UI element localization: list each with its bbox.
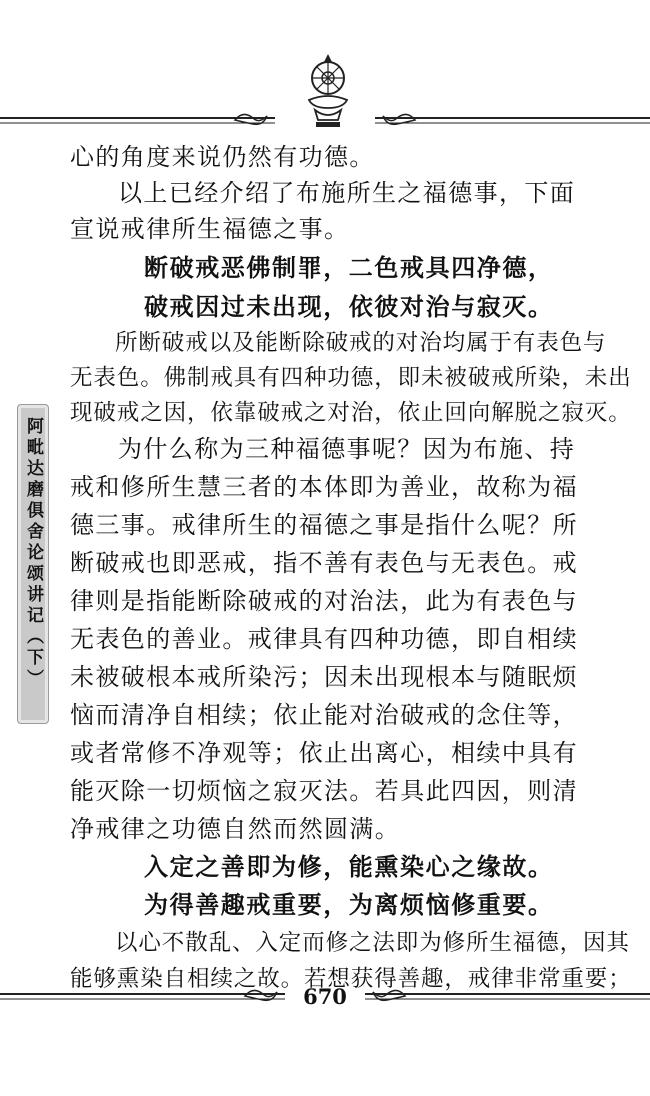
text-line: 能灭除一切烦恼之寂灭法。若具此四因，则清 [70, 777, 578, 805]
verse-line: 破戒因过未出现，依彼对治与寂灭。 [144, 293, 554, 321]
text-line: 无表色。佛制戒具有四种功德，即未被破戒所染，未出 [70, 365, 632, 390]
text-line: 或者常修不净观等；依止出离心，相续中具有 [70, 739, 578, 767]
text-line: 无表色的善业。戒律具有四种功德，即自相续 [70, 625, 578, 653]
verse-line: 为得善趣戒重要，为离烦恼修重要。 [144, 891, 554, 919]
text-line: 戒和修所生慧三者的本体即为善业，故称为福 [70, 473, 578, 501]
text-line: 净戒律之功德自然而然圆满。 [70, 815, 401, 843]
text-line: 律则是指能断除破戒的对治法，此为有表色与 [70, 587, 578, 615]
text-line: 恼而清净自相续；依止能对治破戒的念住等， [70, 701, 578, 729]
text-line: 能够熏染自相续之故。若想获得善趣，戒律非常重要； [70, 966, 632, 991]
text-line: 德三事。戒律所生的福德之事是指什么呢？所 [70, 511, 578, 539]
verse-line: 断破戒恶佛制罪，二色戒具四净德， [144, 254, 554, 282]
text-line: 以上已经介绍了布施所生之福德事，下面 [118, 179, 576, 207]
page-number: 670 [303, 984, 347, 1009]
text-line: 现破戒之因，依靠破戒之对治，依止回向解脱之寂灭。 [70, 400, 632, 425]
text-line: 以心不散乱、入定而修之法即为修所生福德，因其 [115, 930, 630, 955]
text-line: 为什么称为三种福德事呢？因为布施、持 [118, 435, 576, 463]
text-line: 未被破根本戒所染污；因未出现根本与随眠烦 [70, 663, 578, 691]
dharma-wheel-emblem-icon [295, 52, 361, 130]
text-line: 心的角度来说仍然有功德。 [70, 143, 375, 171]
text-line: 断破戒也即恶戒，指不善有表色与无表色。戒 [70, 549, 578, 577]
text-line: 所断破戒以及能断除破戒的对治均属于有表色与 [115, 330, 607, 355]
verse-line: 入定之善即为修，能熏染心之缘故。 [144, 853, 554, 881]
text-line: 宣说戒律所生福德之事。 [70, 215, 350, 243]
book-title-side-tab [17, 404, 49, 724]
book-title-vertical: 阿毗达磨俱舍论颂讲记（下） [23, 417, 43, 690]
